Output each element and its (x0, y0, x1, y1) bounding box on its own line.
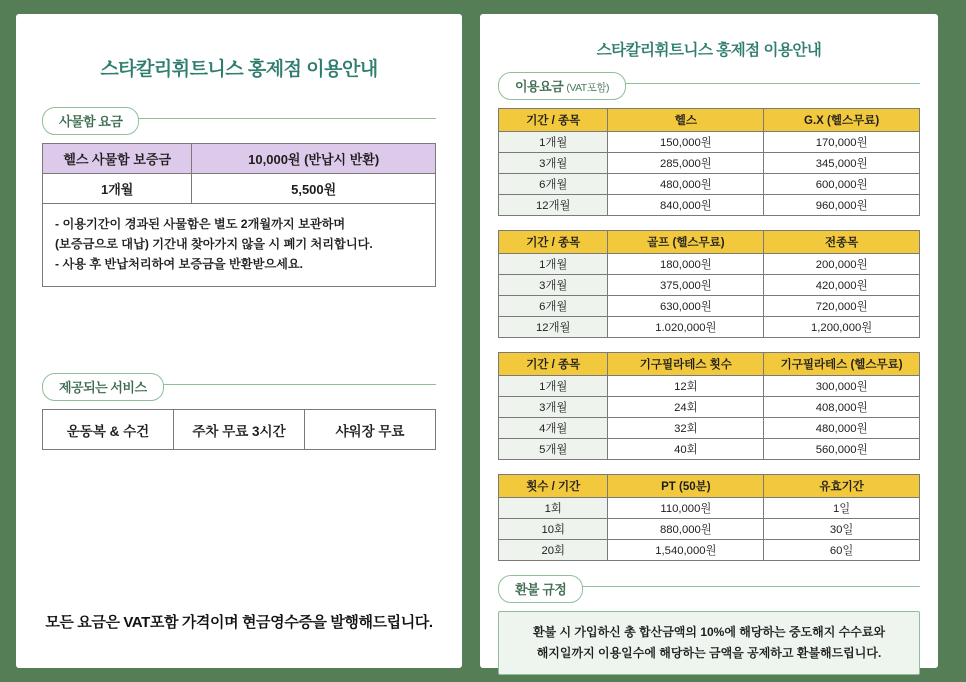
cell-period: 6개월 (499, 296, 608, 317)
refund-section-header (498, 575, 920, 601)
column-header: 헬스 (608, 109, 764, 132)
price-table-health-gx (498, 108, 920, 216)
cell-value: 840,000원 (608, 195, 764, 216)
refund-policy-line: 환불 시 가입하신 총 합산금액의 10%에 해당하는 중도해지 수수료와 (532, 625, 886, 639)
service-item: 샤워장 무료 (305, 410, 436, 450)
pricing-section-sub: (VAT포함) (566, 82, 610, 94)
cell-value: 1,200,000원 (764, 317, 920, 338)
cell-value: 480,000원 (764, 418, 920, 439)
services-table (42, 409, 436, 450)
table-row (43, 144, 436, 174)
column-header: 전종목 (764, 231, 920, 254)
cell-value: 720,000원 (764, 296, 920, 317)
cell-value: 480,000원 (608, 174, 764, 195)
pricing-section-label (498, 72, 626, 100)
locker-month-value: 5,500원 (192, 174, 436, 204)
refund-policy-line: 해지일까지 이용일수에 해당하는 금액을 공제하고 환불해드립니다. (536, 646, 882, 660)
cell-value: 1,540,000원 (608, 540, 764, 561)
table-row (499, 254, 920, 275)
cell-value: 12회 (608, 376, 764, 397)
cell-period: 12개월 (499, 317, 608, 338)
locker-section-label: 사물함 요금 (42, 107, 139, 135)
refund-policy-box (498, 611, 920, 675)
table-row (499, 132, 920, 153)
pricing-section-label-text: 이용요금 (515, 79, 564, 94)
table-row (499, 418, 920, 439)
cell-period: 4개월 (499, 418, 608, 439)
locker-deposit-label: 헬스 사물함 보증금 (43, 144, 192, 174)
table-row (499, 296, 920, 317)
table-row (499, 498, 920, 519)
price-table-pt (498, 474, 920, 561)
column-header: 횟수 / 기간 (499, 475, 608, 498)
cell-value: 1.020,000원 (608, 317, 764, 338)
service-item: 운동복 & 수건 (43, 410, 174, 450)
table-row (499, 397, 920, 418)
vat-footer-note: 모든 요금은 VAT포함 가격이며 현금영수증을 발행해드립니다. (45, 614, 433, 631)
table-row (499, 174, 920, 195)
right-page-card (480, 14, 938, 668)
locker-note-line: - 이용기간이 경과된 사물함은 별도 2개월까지 보관하며 (55, 217, 346, 231)
price-table-pilates (498, 352, 920, 460)
cell-period: 3개월 (499, 275, 608, 296)
locker-fee-table (42, 143, 436, 204)
cell-value: 24회 (608, 397, 764, 418)
cell-value: 300,000원 (764, 376, 920, 397)
left-page-card (16, 14, 462, 668)
cell-period: 1개월 (499, 254, 608, 275)
refund-section-label: 환불 규정 (498, 575, 583, 603)
locker-notes (42, 204, 436, 287)
cell-period: 3개월 (499, 397, 608, 418)
cell-value: 408,000원 (764, 397, 920, 418)
column-header: 유효기간 (764, 475, 920, 498)
cell-value: 960,000원 (764, 195, 920, 216)
column-header: 기간 / 종목 (499, 109, 608, 132)
service-item: 주차 무료 3시간 (174, 410, 305, 450)
column-header: 기간 / 종목 (499, 353, 608, 376)
locker-month-label: 1개월 (43, 174, 192, 204)
cell-period: 5개월 (499, 439, 608, 460)
table-row (499, 317, 920, 338)
table-row (499, 153, 920, 174)
locker-note-line: - 사용 후 반납처리하여 보증금을 반환받으세요. (55, 257, 304, 272)
services-section-header (42, 373, 436, 399)
cell-value: 40회 (608, 439, 764, 460)
column-header: PT (50분) (608, 475, 764, 498)
cell-value: 30일 (764, 519, 920, 540)
cell-value: 285,000원 (608, 153, 764, 174)
cell-period: 1회 (499, 498, 608, 519)
pricing-section-header (498, 72, 920, 98)
left-page-title: 스타칼리휘트니스 홍제점 이용안내 (100, 59, 378, 80)
table-row (499, 519, 920, 540)
table-row (43, 410, 436, 450)
column-header: 골프 (헬스무료) (608, 231, 764, 254)
column-header: 기간 / 종목 (499, 231, 608, 254)
cell-value: 630,000원 (608, 296, 764, 317)
cell-value: 60일 (764, 540, 920, 561)
cell-value: 420,000원 (764, 275, 920, 296)
table-row (499, 540, 920, 561)
table-row (43, 174, 436, 204)
locker-deposit-value: 10,000원 (반납시 반환) (192, 144, 436, 174)
cell-period: 6개월 (499, 174, 608, 195)
cell-value: 170,000원 (764, 132, 920, 153)
column-header: 기구필라테스 횟수 (608, 353, 764, 376)
cell-period: 1개월 (499, 132, 608, 153)
cell-period: 10회 (499, 519, 608, 540)
cell-value: 110,000원 (608, 498, 764, 519)
locker-note-line: (보증금으로 대납) 기간내 찾아가지 않을 시 폐기 처리합니다. (55, 237, 373, 252)
cell-value: 880,000원 (608, 519, 764, 540)
table-row (499, 376, 920, 397)
cell-period: 12개월 (499, 195, 608, 216)
table-header-row (499, 231, 920, 254)
cell-value: 345,000원 (764, 153, 920, 174)
column-header: 기구필라테스 (헬스무료) (764, 353, 920, 376)
table-row (499, 195, 920, 216)
table-header-row (499, 475, 920, 498)
table-row (499, 439, 920, 460)
column-header: G.X (헬스무료) (764, 109, 920, 132)
cell-value: 200,000원 (764, 254, 920, 275)
cell-period: 1개월 (499, 376, 608, 397)
table-header-row (499, 109, 920, 132)
cell-value: 600,000원 (764, 174, 920, 195)
table-header-row (499, 353, 920, 376)
cell-value: 375,000원 (608, 275, 764, 296)
cell-value: 150,000원 (608, 132, 764, 153)
locker-section-header (42, 107, 436, 133)
right-page-title: 스타칼리휘트니스 홍제점 이용안내 (596, 42, 822, 59)
cell-value: 1일 (764, 498, 920, 519)
table-row (499, 275, 920, 296)
price-table-golf-all (498, 230, 920, 338)
services-section-label: 제공되는 서비스 (42, 373, 164, 401)
cell-value: 32회 (608, 418, 764, 439)
cell-period: 3개월 (499, 153, 608, 174)
cell-period: 20회 (499, 540, 608, 561)
cell-value: 180,000원 (608, 254, 764, 275)
cell-value: 560,000원 (764, 439, 920, 460)
